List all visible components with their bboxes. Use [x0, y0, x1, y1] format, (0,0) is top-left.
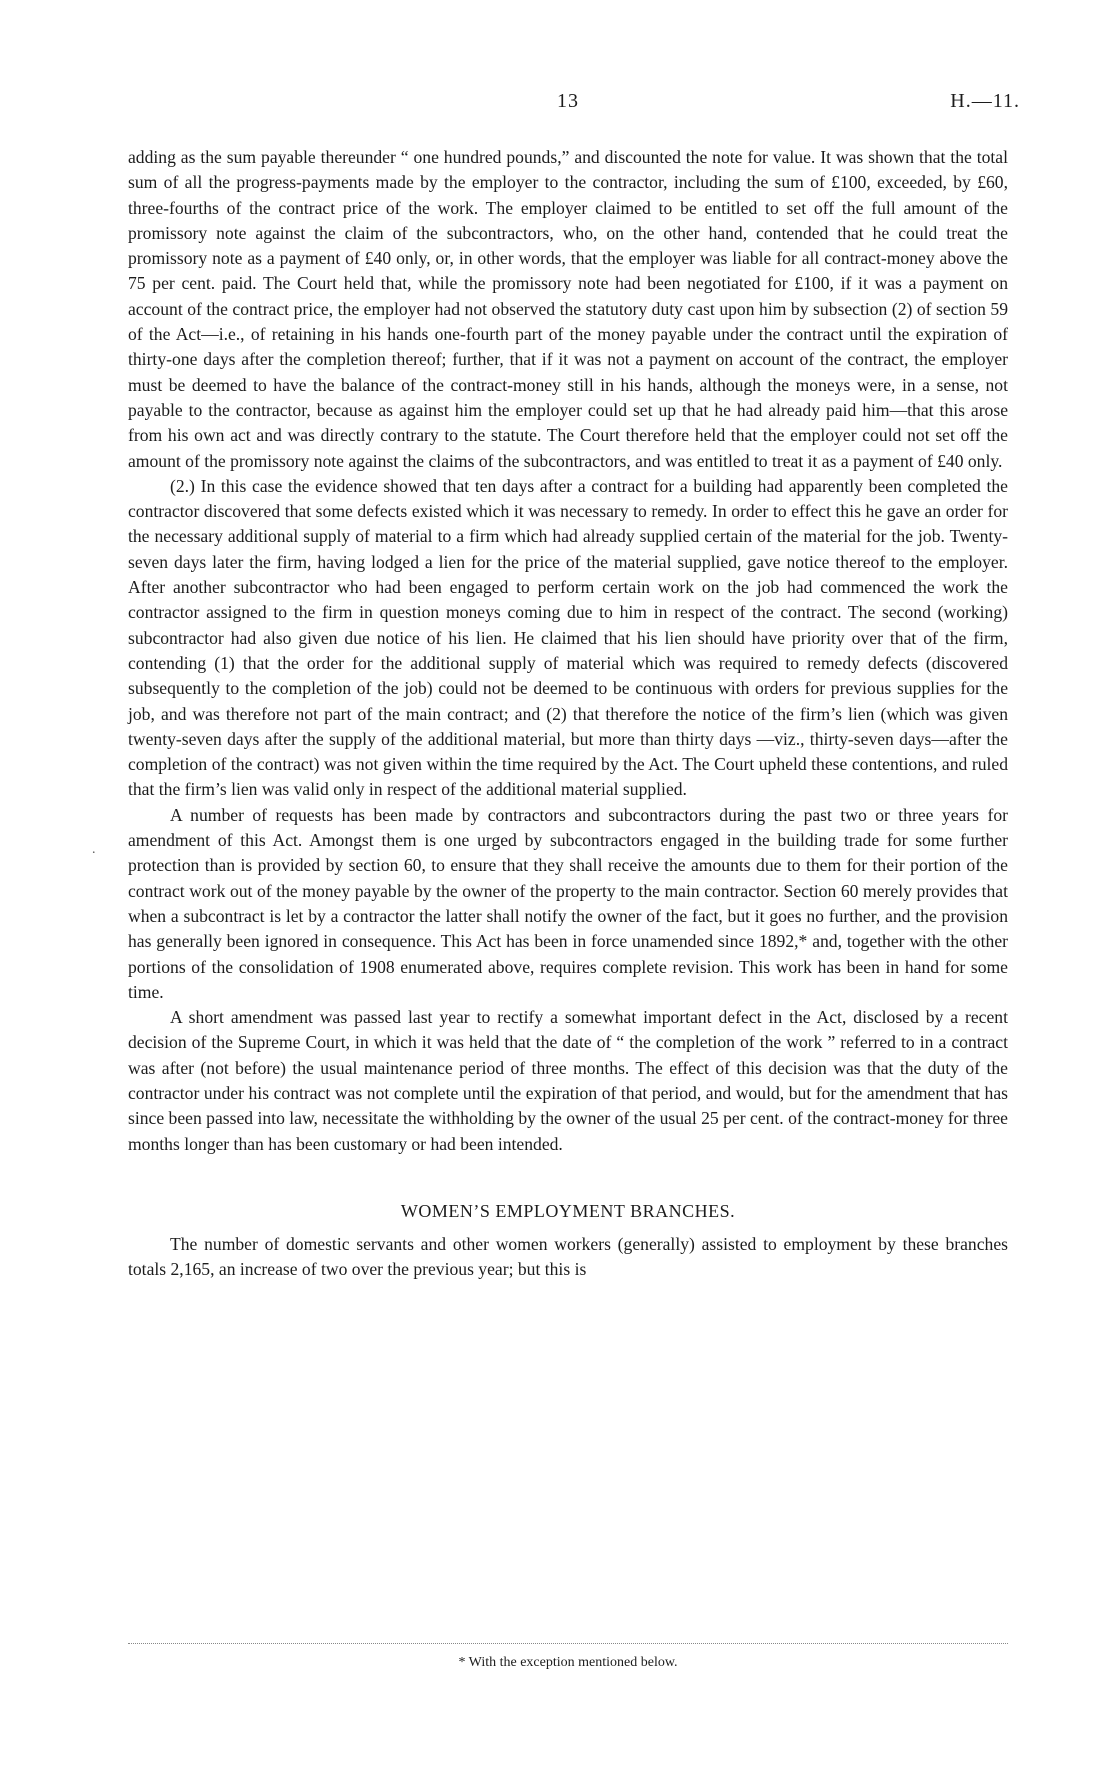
- page-header: [0, 90, 1114, 120]
- footnote: * With the exception mentioned below.: [458, 1655, 678, 1670]
- paragraph-short-amendment: A short amendment was passed last year to rectify a somewhat important defect in the Act, disclosed by a recent decision of the Supreme Court, in which it was held that the date of “ the completion of the work ” referred to in a contract was after (not before) the usual maintenance period of three months. The effect of this decision was that the duty of the contractor under his contract was not complete until the expiration of that period, and would, but for the amendment that has since been passed into law, necessitate the withholding by the owner of the usual 25 per cent. of the contract-money for three months longer than has been customary or had been intended.: [128, 1007, 1008, 1154]
- paragraph-continuation: adding as the sum payable thereunder “ one hundred pounds,” and discounted the note for value. It was shown that the total sum of all the progress-payments made by the employer to the contractor, including the sum of £100, exceeded, by £60, three-fourths of the contract price of the work. The employer claimed to be entitled to set off the full amount of the promissory note against the claim of the subcontractors, who, on the other hand, contended that he could treat the promissory note as a payment of £40 only, or, in other words, that the employer was liable for all contract-money above the 75 per cent. paid. The Court held that, while the promissory note had been negotiated for £100, if it was a payment on account of the contract price, the employer had not observed the statutory duty cast upon him by subsection (2) of section 59 of the Act—i.e., of retaining in his hands one-fourth part of the money payable under the contract until the expiration of thirty-one days after the completion thereof; further, that if it was not a payment on account of the contract, the employer must be deemed to have the balance of the contract-money still in his hands, although the moneys were, in a sense, not payable to the contractor, because as against him the employer could set up that he had already paid him—that this arose from his own act and was directly contrary to the statute. The Court therefore held that the employer could not set off the amount of the promissory note against the claims of the subcontractors, and was entitled to treat it as a payment of £40 only.: [128, 147, 1008, 471]
- margin-mark: .: [92, 842, 96, 857]
- paragraph-amendment-requests: A number of requests has been made by contractors and subcontractors during the past two or three years for amendment of this Act. Amongst them is one urged by subcontractors engaged in the building trade for some further protection than is provided by section 60, to ensure that they shall receive the amounts due to them for their portion of the contract work out of the money payable by the owner of the property to the main contractor. Section 60 merely provides that when a subcontract is let by a contractor the latter shall notify the owner of the fact, but it goes no further, and the provision has generally been ignored in consequence. This Act has been in force unamended since 1892,* and, together with the other portions of the consolidation of 1908 enumerated above, requires complete revision. This work has been in hand for some time.: [128, 804, 1008, 1002]
- body-text: [128, 145, 1008, 1283]
- section-heading: WOMEN’S EMPLOYMENT BRANCHES.: [400, 1200, 736, 1221]
- page-number: 13: [557, 90, 579, 112]
- footnote-divider: [128, 1643, 1008, 1644]
- document-reference: H.—11.: [950, 90, 1020, 112]
- paragraph-case-2: (2.) In this case the evidence showed that ten days after a contract for a building had apparently been completed the contractor discovered that some defects existed which it was necessary to remedy. In order to effect this he gave an order for the necessary additional supply of material to a firm which had already supplied certain of the material for the job. Twenty-seven days later the firm, having lodged a lien for the price of the material supplied, gave notice thereof to the employer. After another subcontractor who had been engaged to perform certain work on the job had commenced the work the contractor assigned to the firm in question moneys coming due to him in respect of the contract. The second (working) subcontractor had also given due notice of his lien. He claimed that his lien should have priority over that of the firm, contending (1) that the order for the additional supply of material which was required to remedy defects (discovered subsequently to the completion of the job) could not be deemed to be continuous with orders for previous supplies for the job, and was therefore not part of the main contract; and (2) that therefore the notice of the firm’s lien (which was given twenty-seven days after the supply of the additional material, but more than thirty days —viz., thirty-seven days—after the completion of the contract) was not given within the time required by the Act. The Court upheld these contentions, and ruled that the firm’s lien was valid only in respect of the additional material supplied.: [128, 475, 1008, 800]
- section-paragraph: The number of domestic servants and other women workers (generally) assisted to employment by these branches totals 2,165, an increase of two over the previous year; but this is: [128, 1234, 1008, 1280]
